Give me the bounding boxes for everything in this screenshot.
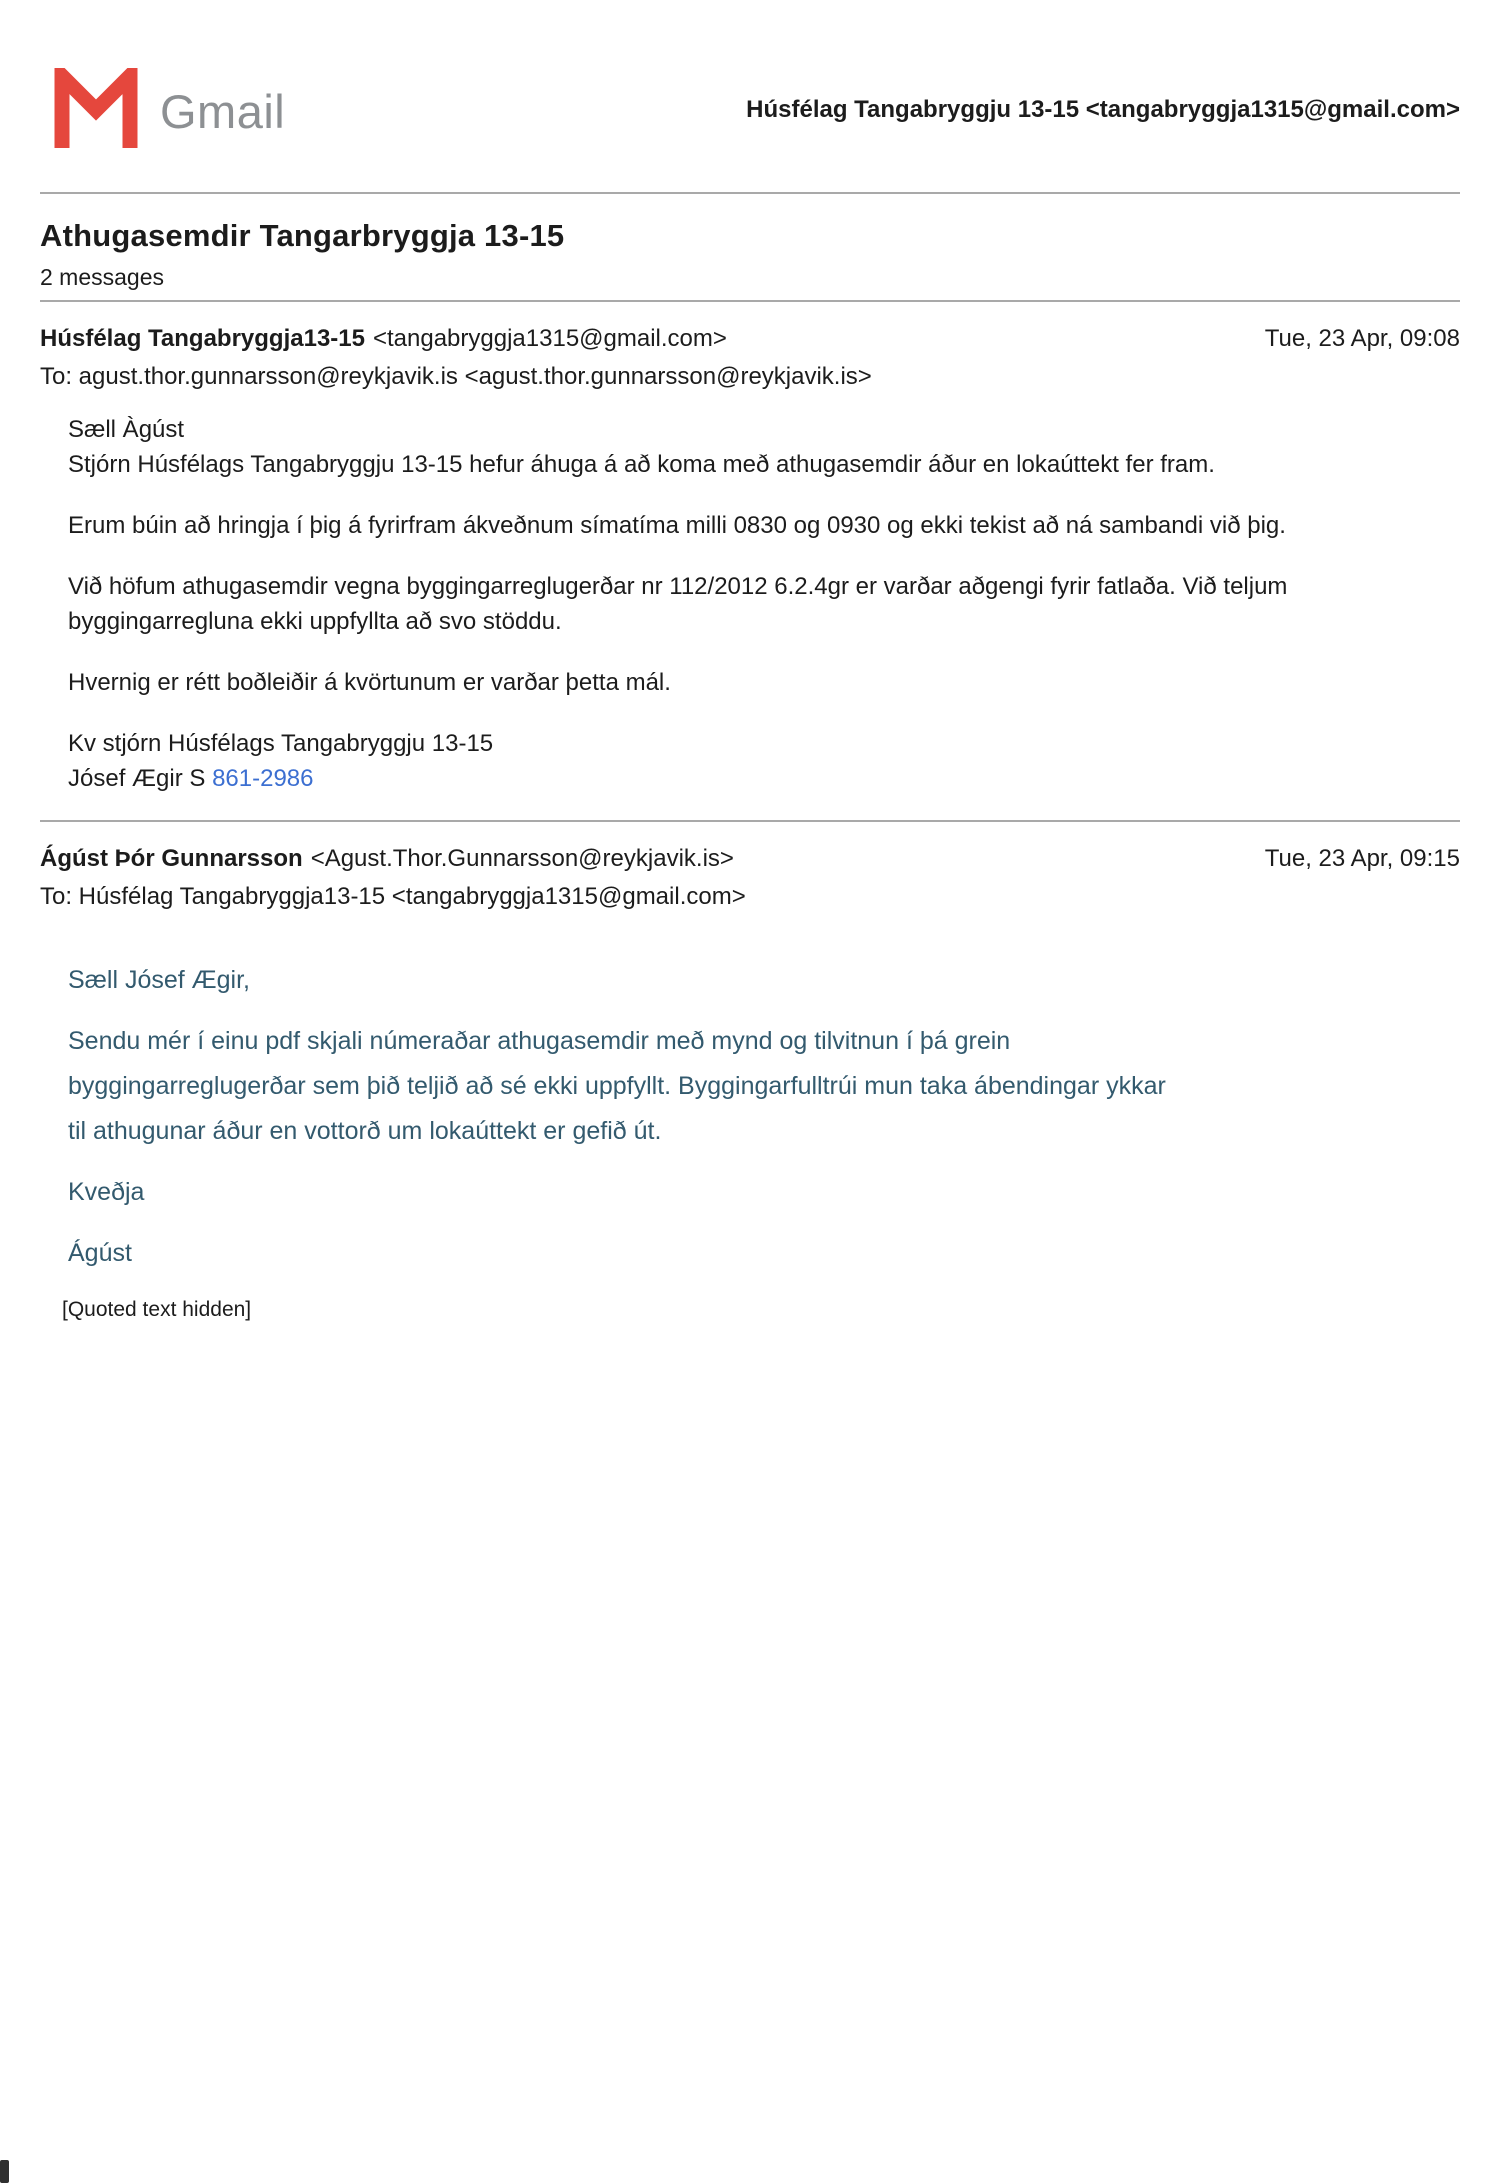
signature-name (68, 1231, 1460, 1276)
sender-email: <Agust.Thor.Gunnarsson@reykjavik.is> (310, 845, 734, 872)
thread-subject: Athugasemdir Tangarbryggja 13-15 (40, 218, 565, 253)
message-count: 2 messages (40, 264, 165, 290)
message-1-header (40, 324, 1460, 354)
gmail-m-icon (54, 68, 138, 148)
sender (40, 324, 727, 354)
print-header (40, 62, 1460, 154)
message-1 (40, 324, 1460, 796)
body-line: byggingarreglugerðar sem þið teljið að sé ekki uppfyllt. Byggingarfulltrúi mun taka ábendingar ykkar (68, 1072, 1166, 1100)
body-line: Hvernig er rétt boðleiðir á kvörtunum er varðar þetta mál. (68, 669, 671, 696)
body-line: til athugunar áður en vottorð um lokaúttekt er gefið út. (68, 1117, 662, 1145)
signature-block (68, 726, 1460, 796)
paragraph-phone-attempt (68, 508, 1460, 543)
gmail-logo (54, 68, 285, 148)
paragraph-greeting (68, 412, 1460, 482)
body-line: Ágúst (68, 1239, 132, 1267)
body-line: Sendu mér í einu pdf skjali númeraðar athugasemdir með mynd og tilvitnun í þá grein (68, 1027, 1011, 1055)
sender-name: Húsfélag Tangabryggja13-15 (40, 325, 365, 352)
sender-email: <tangabryggja1315@gmail.com> (372, 325, 727, 352)
body-line: Kveðja (68, 1178, 145, 1206)
gmail-logo-text: Gmail (160, 84, 286, 138)
closing-line (68, 1170, 1460, 1215)
phone-link[interactable]: 861-2986 (212, 765, 314, 792)
scan-artifact (0, 2160, 9, 2183)
separator (40, 300, 1460, 302)
separator (40, 820, 1460, 822)
message-1-body (40, 412, 1460, 796)
message-2-body (40, 958, 1460, 1276)
account-owner: Húsfélag Tangabryggju 13-15 <tangabryggja1315@gmail.com> (746, 96, 1460, 123)
paragraph-regulation (68, 569, 1460, 639)
signer-name: Jósef Ægir S (68, 765, 206, 792)
quoted-text-hidden: [Quoted text hidden] (62, 1298, 252, 1321)
separator (40, 192, 1460, 194)
sender (40, 844, 734, 874)
paragraph-question (68, 665, 1460, 700)
message-date: Tue, 23 Apr, 09:08 (1264, 325, 1460, 352)
recipient-line: To: agust.thor.gunnarsson@reykjavik.is <agust.thor.gunnarsson@reykjavik.is> (40, 363, 872, 390)
body-line: Stjórn Húsfélags Tangabryggju 13-15 hefur áhuga á að koma með athugasemdir áður en lokaúttekt fer fram. (68, 451, 1215, 478)
message-2 (40, 844, 1460, 1322)
signer-line (68, 761, 1460, 796)
body-line: Við höfum athugasemdir vegna byggingarreglugerðar nr 112/2012 6.2.4gr er varðar aðgengi fyrir fatlaða. Við teljum (68, 573, 1288, 600)
paragraph-request (68, 1019, 1460, 1154)
sender-name: Ágúst Þór Gunnarsson (40, 845, 303, 872)
body-line: Erum búin að hringja í þig á fyrirfram ákveðnum símatíma milli 0830 og 0930 og ekki tekist að ná sambandi við þig. (68, 512, 1286, 539)
email-print-page (0, 62, 1500, 1322)
body-line: Sæll Àgúst (68, 416, 185, 443)
paragraph-greeting (68, 958, 1460, 1003)
message-date: Tue, 23 Apr, 09:15 (1264, 845, 1460, 872)
body-line: Sæll Jósef Ægir, (68, 966, 251, 994)
signature-line: Kv stjórn Húsfélags Tangabryggju 13-15 (68, 730, 494, 757)
message-2-header (40, 844, 1460, 874)
recipient-line: To: Húsfélag Tangabryggja13-15 <tangabryggja1315@gmail.com> (40, 883, 746, 910)
body-line: byggingarregluna ekki uppfyllta að svo stöddu. (68, 608, 562, 635)
